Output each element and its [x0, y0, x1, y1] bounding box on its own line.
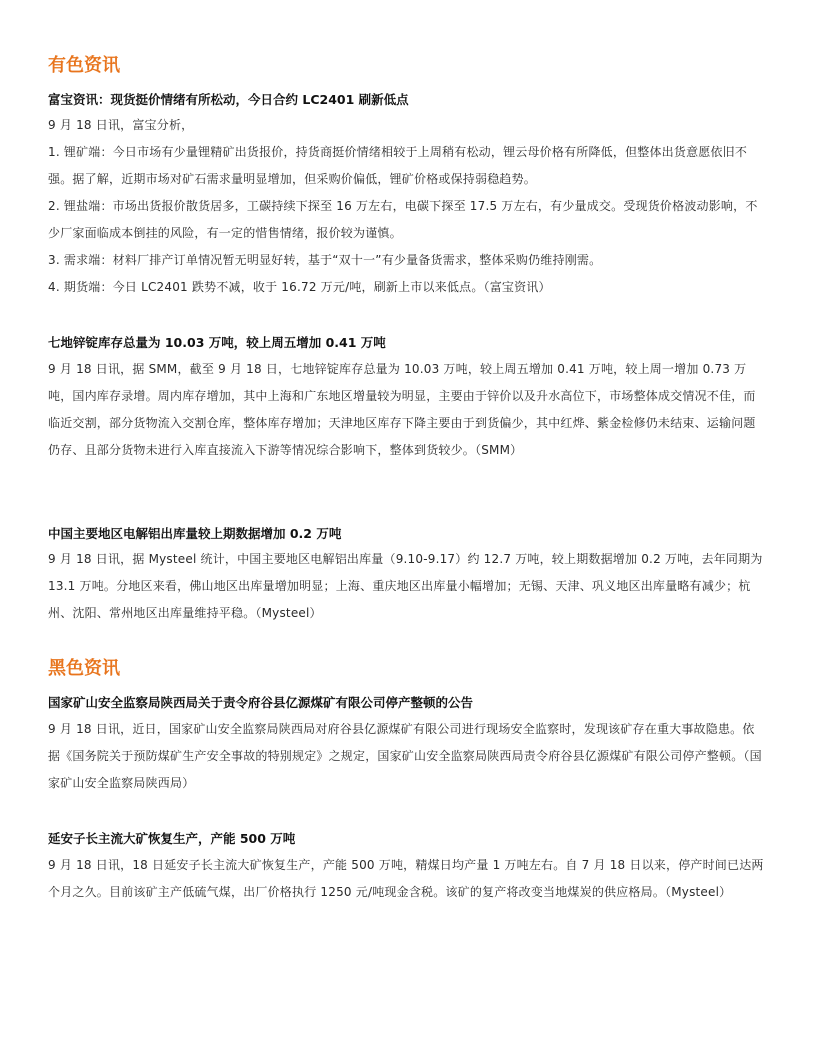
- article-body: [48, 716, 764, 797]
- section-title-nonferrous: 有色资讯: [48, 55, 120, 76]
- article-paragraph: 9 月 18 日讯，近日，国家矿山安全监察局陕西局对府谷县亿源煤矿有限公司进行现场安全监察时，发现该矿存在重大事故隐患。依据《国务院关于预防煤矿生产安全事故的特别规定》之规定，国家矿山安全监察局陕西局责令府谷县亿源煤矿有限公司停产整顿。（国家矿山安全监察局陕西局）: [48, 722, 762, 790]
- article-paragraph: 9 月 18 日讯，富宝分析，: [48, 118, 194, 132]
- article-body: [48, 546, 764, 627]
- article-headline: 国家矿山安全监察局陕西局关于责令府谷县亿源煤矿有限公司停产整顿的公告: [48, 695, 474, 710]
- article-paragraph: 1. 锂矿端：今日市场有少量锂精矿出货报价，持货商挺价情绪相较于上周稍有松动，锂云母价格有所降低，但整体出货意愿依旧不强。据了解，近期市场对矿石需求量明显增加，但采购价偏低，锂矿价格或保持弱稳趋势。: [48, 145, 748, 186]
- article-paragraph: 9 月 18 日讯，18 日延安子长主流大矿恢复生产，产能 500 万吨，精煤日均产量 1 万吨左右。自 7 月 18 日以来，停产时间已达两个月之久。目前该矿主产低硫气煤，出厂价格执行 1250 元/吨现金含税。该矿的复产将改变当地煤炭的供应格局。（Mysteel）: [48, 858, 764, 899]
- article-paragraph: 3. 需求端：材料厂排产订单情况暂无明显好转，基于“双十一”有少量备货需求，整体采购仍维持刚需。: [48, 253, 602, 267]
- article-body: [48, 112, 764, 301]
- article-paragraph: 9 月 18 日讯，据 Mysteel 统计，中国主要地区电解铝出库量（9.10-9.17）约 12.7 万吨，较上期数据增加 0.2 万吨，去年同期为 13.1 万吨。分地区来看，佛山地区出库量增加明显；上海、重庆地区出库量小幅增加；无锡、天津、巩义地区出库量略有减少；杭州、沈阳、常州地区出库量维持平稳。（Mysteel）: [48, 552, 763, 620]
- section-title-ferrous: 黑色资讯: [48, 658, 120, 679]
- article-paragraph: 4. 期货端：今日 LC2401 跌势不减，收于 16.72 万元/吨，刷新上市以来低点。（富宝资讯）: [48, 280, 551, 294]
- article-headline: 七地锌锭库存总量为 10.03 万吨，较上周五增加 0.41 万吨: [48, 335, 386, 350]
- article-body: [48, 852, 764, 906]
- article-paragraph: 2. 锂盐端：市场出货报价散货居多，工碳持续下探至 16 万左右，电碳下探至 17.5 万左右，有少量成交。受现货价格波动影响，不少厂家面临成本倒挂的风险，有一定的惜售情绪，报价较为谨慎。: [48, 199, 758, 240]
- article-headline: 中国主要地区电解铝出库量较上期数据增加 0.2 万吨: [48, 526, 342, 541]
- article-paragraph: 9 月 18 日讯，据 SMM，截至 9 月 18 日，七地锌锭库存总量为 10.03 万吨，较上周五增加 0.41 万吨，较上周一增加 0.73 万吨，国内库存录增。周内库存增加，其中上海和广东地区增量较为明显，主要由于锌价以及升水高位下，市场整体成交情况不佳，而临近交割，部分货物流入交割仓库，整体库存增加；天津地区库存下降主要由于到货偏少，其中红烨、紫金检修仍未结束、运输问题仍存、且部分货物未进行入库直接流入下游等情况综合影响下，整体到货较少。（SMM）: [48, 362, 756, 457]
- article-headline: 富宝资讯：现货挺价情绪有所松动，今日合约 LC2401 刷新低点: [48, 92, 409, 107]
- article-headline: 延安子长主流大矿恢复生产，产能 500 万吨: [48, 831, 296, 846]
- article-body: [48, 356, 764, 464]
